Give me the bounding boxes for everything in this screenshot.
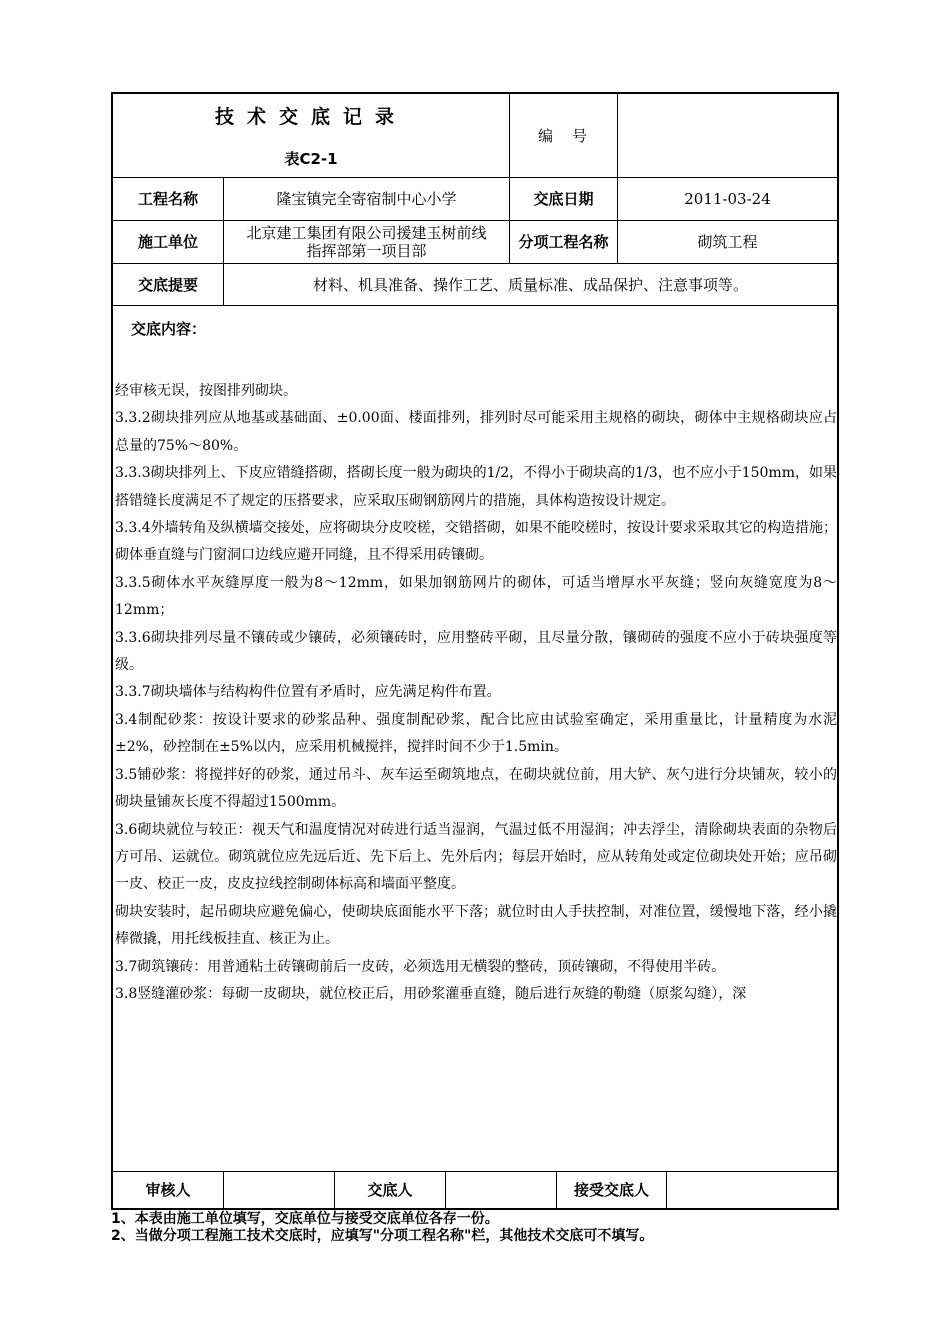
row-divider	[113, 305, 837, 306]
content-body	[115, 378, 837, 1008]
reviewer-value[interactable]	[224, 1172, 334, 1208]
footnote: 1、本表由施工单位填写，交底单位与接受交底单位各存一份。	[111, 1211, 499, 1227]
disclosure-date-value[interactable]: 2011-03-24	[684, 190, 771, 208]
construction-unit-label: 施工单位	[137, 233, 198, 251]
content-paragraph: 经审核无误，按图排列砌块。	[115, 383, 297, 399]
technical-disclosure-form	[111, 92, 839, 1210]
receiver-value[interactable]	[667, 1172, 837, 1208]
content-paragraph: 3.4制配砂浆：按设计要求的砂浆品种、强度制配砂浆，配合比应由试验室确定，采用重量比，计量精度为水泥±2%，砂控制在±5%以内，应采用机械搅拌，搅拌时间不少于1.5min。	[115, 711, 837, 756]
content-paragraph: 3.3.3砌块排列上、下皮应错缝搭砌，搭砌长度一般为砌块的1/2，不得小于砌块高的1/3，也不应小于150mm，如果搭错缝长度满足不了规定的压搭要求，应采取压砌钢筋网片的措施，具体构造按设计规定。	[115, 465, 837, 509]
form-number: 表C2-1	[284, 150, 338, 168]
receiver-label: 接受交底人	[573, 1181, 649, 1199]
content-paragraph: 3.6砌块就位与较正：视天气和温度情况对砖进行适当湿润，气温过低不用湿润；冲去浮尘，清除砌块表面的杂物后方可吊、运就位。砌筑就位应先远后近、先下后上、先外后内；每层开始时，应从转角处或定位砌块处开始；应吊砌一皮、校正一皮，皮皮拉线控制砌体标高和墙面平整度。	[115, 821, 837, 893]
content-paragraph: 3.3.7砌块墙体与结构构件位置有矛盾时，应先满足构件布置。	[115, 684, 501, 701]
content-paragraph: 3.8竖缝灌砂浆：每砌一皮砌块，就位校正后，用砂浆灌垂直缝，随后进行灰缝的勒缝（原浆勾缝），深	[115, 985, 747, 1002]
content-paragraph: 3.3.5砌体水平灰缝厚度一般为8～12mm，如果加钢筋网片的砌体，可适当增厚水平灰缝；竖向灰缝宽度为8～12mm；	[115, 574, 837, 619]
construction-unit-value[interactable]	[224, 221, 509, 263]
content-paragraph: 3.5铺砂浆：将搅拌好的砂浆，通过吊斗、灰车运至砌筑地点，在砌块就位前，用大铲、灰勺进行分块铺灰，较小的砌块量铺灰长度不得超过1500mm。	[115, 766, 837, 811]
footnote: 2、当做分项工程施工技术交底时，应填写"分项工程名称"栏，其他技术交底可不填写。	[111, 1228, 654, 1244]
sub-project-value[interactable]: 砌筑工程	[697, 233, 758, 251]
disclosure-date-label: 交底日期	[533, 190, 594, 208]
summary-label: 交底提要	[137, 275, 198, 294]
footnotes	[111, 1211, 653, 1245]
reviewer-label: 审核人	[145, 1181, 191, 1199]
project-name-value[interactable]: 隆宝镇完全寄宿制中心小学	[276, 190, 457, 208]
construction-unit-line: 指挥部第一项目部	[306, 242, 427, 260]
content-paragraph: 3.3.6砌块排列尽量不镶砖或少镶砖，必须镶砖时，应用整砖平砌，且尽量分散，镶砌砖的强度不应小于砖块强度等级。	[115, 629, 837, 674]
discloser-value[interactable]	[446, 1172, 556, 1208]
construction-unit-line: 北京建工集团有限公司援建玉树前线	[246, 224, 487, 242]
discloser-label: 交底人	[367, 1181, 413, 1199]
content-paragraph: 3.7砌筑镶砖：用普通粘土砖镶砌前后一皮砖，必须选用无横裂的整砖，顶砖镶砌，不得使用半砖。	[115, 958, 726, 975]
content-paragraph: 3.3.2砌块排列应从地基或基础面、±0.00面、楼面排列，排列时尽可能采用主规格的砌块，砌体中主规格砌块应占总量的75%～80%。	[115, 410, 837, 454]
content-paragraph: 砌块安装时，起吊砌块应避免偏心，使砌块底面能水平下落；就位时由人手扶控制，对准位置，缓慢地下落，经小撬棒微撬，用托线板挂直、核正为止。	[115, 903, 837, 948]
summary-value[interactable]: 材料、机具准备、操作工艺、质量标准、成品保护、注意事项等。	[312, 275, 748, 294]
serial-number-label: 编 号	[537, 126, 589, 145]
serial-number-value[interactable]	[618, 94, 837, 177]
form-title: 技术交底记录	[214, 106, 407, 128]
sub-project-label: 分项工程名称	[518, 233, 609, 251]
content-paragraph: 3.3.4外墙转角及纵横墙交接处，应将砌块分皮咬槎，交错搭砌，如果不能咬槎时，按设计要求采取其它的构造措施；砌体垂直缝与门窗洞口边线应避开同缝，且不得采用砖镶砌。	[115, 520, 837, 564]
content-label: 交底内容：	[131, 320, 207, 338]
project-name-label: 工程名称	[137, 190, 198, 208]
